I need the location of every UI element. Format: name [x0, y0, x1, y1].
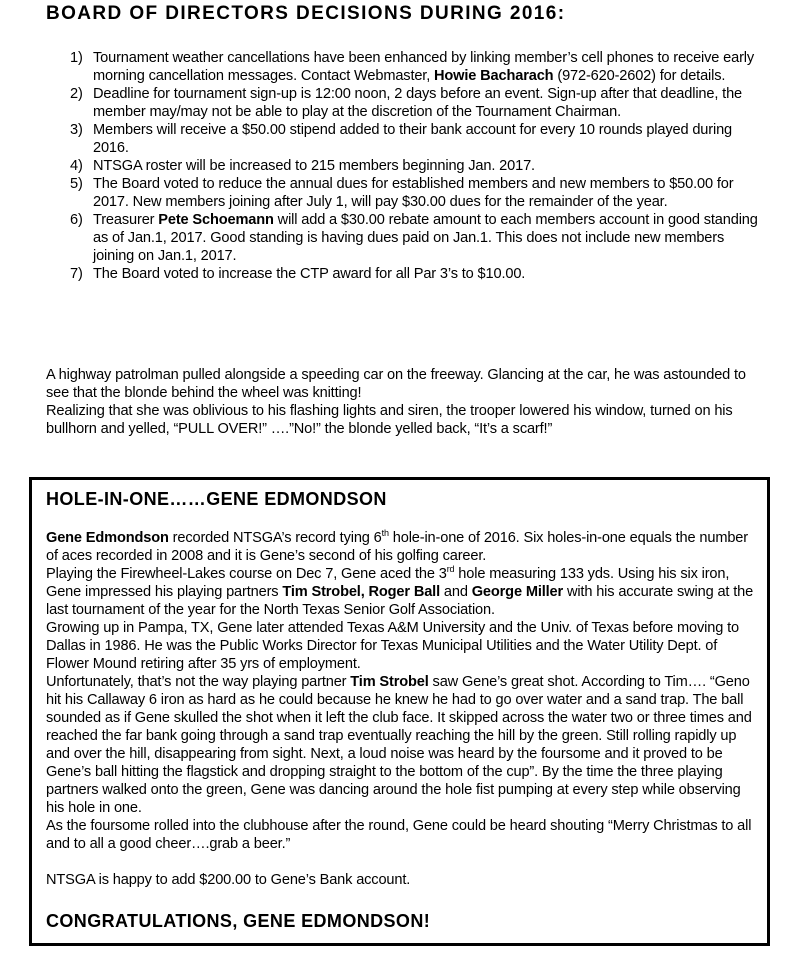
decision-item: [64, 175, 764, 211]
decision-text: Members will receive a $50.00 stipend added to their bank account for every 10 rounds played during 2016.: [93, 122, 733, 156]
hole-in-one-title: HOLE-IN-ONE……GENE EDMONDSON: [46, 489, 387, 509]
decision-text: will add a $30.00 rebate amount to each members account in good standing as of Jan.1, 2017. Good standing is having dues paid on Jan.1. This does not include new members joining on Jan.1, 2017.: [93, 212, 758, 264]
decision-item: [64, 157, 764, 175]
decision-text: The Board voted to increase the CTP award for all Par 3’s to $10.00.: [93, 266, 526, 282]
decision-text: Treasurer: [93, 212, 159, 228]
partner-names: Tim Strobel, Roger Ball: [282, 584, 440, 600]
partner-name: Tim Strobel: [350, 674, 429, 690]
page-heading: BOARD OF DIRECTORS DECISIONS DURING 2016:: [46, 3, 566, 24]
decision-item: [64, 85, 764, 121]
story-text: hole-in-one of 2016. Six holes-in-one equals the number of aces recorded in 2008 and it is Gene’s second of his golfing career.: [46, 530, 748, 564]
decision-number: 3): [70, 122, 83, 138]
decision-item: [64, 121, 764, 157]
decision-text: Deadline for tournament sign-up is 12:00 noon, 2 days before an event. Sign-up after that deadline, the member may/may not be able to play at the discretion of the Tournament Chairman.: [93, 86, 743, 120]
webmaster-name: Howie Bacharach: [434, 68, 554, 84]
decision-number: 6): [70, 212, 83, 228]
decision-item: [64, 211, 764, 265]
story-text: recorded NTSGA’s record tying 6: [168, 530, 382, 546]
decision-number: 4): [70, 158, 83, 174]
decision-text: (972-620-2602) for details.: [553, 68, 726, 84]
story-text: Unfortunately, that’s not the way playing partner: [46, 674, 351, 690]
award-note: NTSGA is happy to add $200.00 to Gene’s Bank account.: [46, 872, 411, 888]
joke-section: [46, 366, 766, 438]
golfer-name: Gene Edmondson: [46, 530, 169, 546]
story-paragraph: [46, 673, 758, 817]
decision-number: 7): [70, 266, 83, 282]
story-paragraph: [46, 565, 758, 619]
decision-number: 2): [70, 86, 83, 102]
decision-number: 5): [70, 176, 83, 192]
story-paragraph: As the foursome rolled into the clubhouse after the round, Gene could be heard shouting “Merry Christmas to all and to all a good cheer….grab a beer.”: [46, 818, 752, 852]
story-text: saw Gene’s great shot. According to Tim…. “Geno hit his Callaway 6 iron as hard as he could because he knew he had to go over water and a sand trap. The ball sounded as if Gene skulled the shot when it left the club face. It skipped across the water two or three times and reached the far bank going through a sand trap eventually reaching the hill by the green. Still rolling rapidly up and over the hill, disappearing from sight. Next, a loud noise was heard by the foursome and it proved to be Gene’s ball hitting the flagstick and dropping straight to the bottom of the cup”. By the time the three playing partners walked onto the green, Gene was dancing around the hole fist pumping at every step while observing his hole in one.: [46, 674, 752, 816]
ordinal-suffix: rd: [446, 564, 455, 575]
decision-item: [64, 265, 764, 283]
story-text: hole measuring 133 yds. Using his six iron, Gene impressed his playing partners: [46, 566, 730, 600]
congratulations-line: CONGRATULATIONS, GENE EDMONDSON!: [46, 911, 431, 931]
decision-text: Tournament weather cancellations have been enhanced by linking member’s cell phones to receive early morning cancellation messages. Contact Webmaster,: [93, 50, 755, 84]
story-paragraph: Growing up in Pampa, TX, Gene later attended Texas A&M University and the Univ. of Texas before moving to Dallas in 1986. He was the Public Works Director for Texas Municipal Utilities and the Water Utility Dept. of Flower Mound retiring after 35 yrs of employment.: [46, 620, 739, 672]
decision-text: NTSGA roster will be increased to 215 members beginning Jan. 2017.: [93, 158, 535, 174]
decisions-list: [64, 49, 764, 283]
joke-paragraph: A highway patrolman pulled alongside a speeding car on the freeway. Glancing at the car, he was astounded to see that the blonde behind the wheel was knitting!: [46, 367, 746, 401]
story-text: and: [440, 584, 472, 600]
treasurer-name: Pete Schoemann: [158, 212, 274, 228]
story-paragraph: [46, 529, 758, 565]
joke-paragraph: Realizing that she was oblivious to his flashing lights and siren, the trooper lowered his window, turned on his bullhorn and yelled, “PULL OVER!” ….”No!” the blonde yelled back, “It’s a scarf!”: [46, 403, 733, 437]
decision-item: [64, 49, 764, 85]
story-text: Playing the Firewheel-Lakes course on Dec 7, Gene aced the 3: [46, 566, 447, 582]
hole-in-one-story: [46, 529, 758, 889]
ordinal-suffix: th: [381, 528, 389, 539]
decision-text: The Board voted to reduce the annual dues for established members and new members to $50.00 for 2017. New members joining after July 1, will pay $30.00 dues for the remainder of the year.: [93, 176, 734, 210]
story-text: with his accurate swing at the last tournament of the year for the North Texas Senior Golf Association.: [46, 584, 754, 618]
decision-number: 1): [70, 50, 83, 66]
partner-name: George Miller: [471, 584, 564, 600]
hole-in-one-box: [29, 477, 770, 946]
